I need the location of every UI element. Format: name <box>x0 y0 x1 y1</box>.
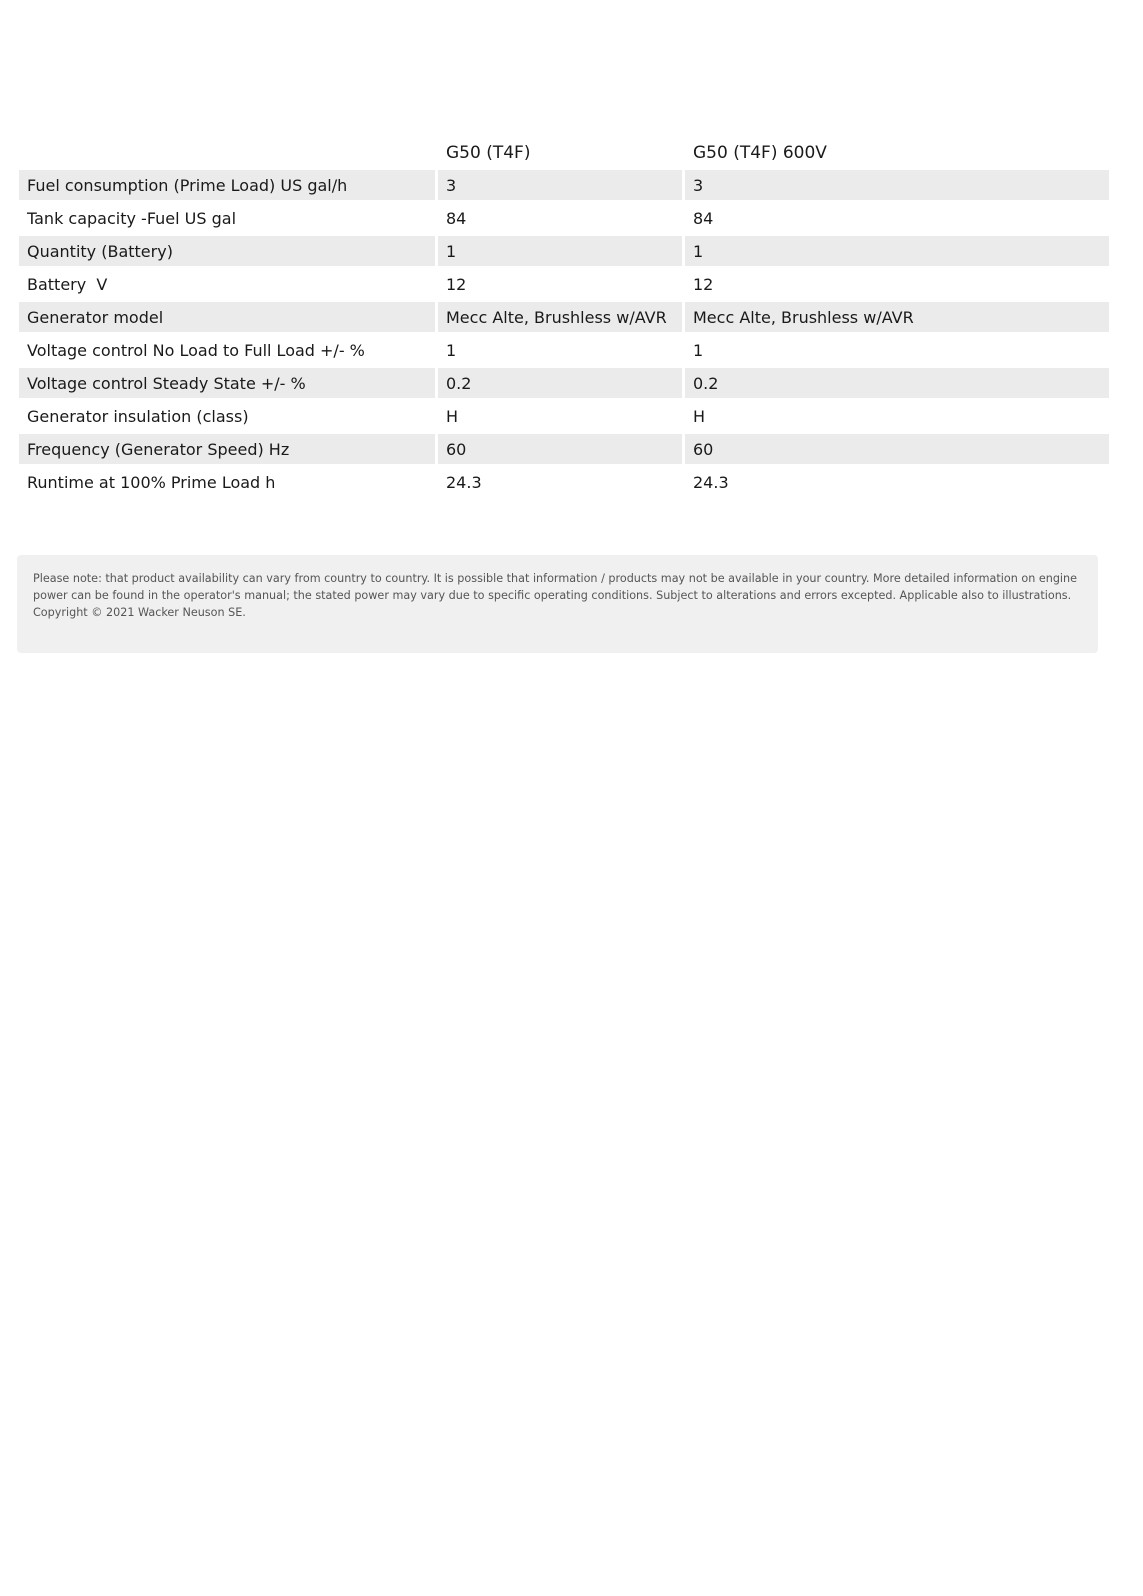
disclaimer-note <box>17 555 1098 653</box>
table-row <box>19 467 1109 497</box>
row-label: Tank capacity -Fuel US gal <box>27 208 237 228</box>
header-label-column <box>19 139 435 167</box>
row-label: Voltage control Steady State +/- % <box>19 368 435 398</box>
row-value-g50-t4f: 3 <box>438 170 682 200</box>
row-value-g50-t4f-600v: Mecc Alte, Brushless w/AVR <box>685 302 1109 332</box>
row-label: Runtime at 100% Prime Load h <box>27 472 276 492</box>
table-row <box>19 269 1109 299</box>
row-value-g50-t4f-600v: 84 <box>693 208 714 228</box>
table-row <box>19 236 1109 266</box>
table-row <box>19 434 1109 464</box>
row-value-g50-t4f-600v: 3 <box>685 170 1109 200</box>
row-value-g50-t4f: 1 <box>438 236 682 266</box>
row-value-g50-t4f-600v: 1 <box>693 340 704 360</box>
row-value-g50-t4f-600v: 60 <box>685 434 1109 464</box>
row-value-g50-t4f-600v: 24.3 <box>693 472 729 492</box>
table-row <box>19 368 1109 398</box>
row-label: Frequency (Generator Speed) Hz <box>19 434 435 464</box>
row-value-g50-t4f: 0.2 <box>438 368 682 398</box>
row-label: Battery V <box>27 274 108 294</box>
row-value-g50-t4f-600v: 0.2 <box>685 368 1109 398</box>
row-label: Generator insulation (class) <box>27 406 249 426</box>
table-row <box>19 170 1109 200</box>
table-row <box>19 302 1109 332</box>
row-value-g50-t4f: 12 <box>446 274 467 294</box>
row-value-g50-t4f: 1 <box>446 340 457 360</box>
copyright-text: Copyright © 2021 Wacker Neuson SE. <box>33 606 246 619</box>
row-value-g50-t4f: Mecc Alte, Brushless w/AVR <box>438 302 682 332</box>
row-label: Generator model <box>19 302 435 332</box>
table-row <box>19 401 1109 431</box>
disclaimer-text: Please note: that product availability can vary from country to country. It is possible that information / products may not be available in your country. More detailed information on engine power can be found in the operator's manual; the stated power may vary due to specific operating conditions. Subject to alterations and errors excepted. Applicable also to illustrations. <box>33 572 1078 602</box>
row-value-g50-t4f: 60 <box>438 434 682 464</box>
header-model-g50-t4f-600v: G50 (T4F) 600V <box>693 143 827 163</box>
row-value-g50-t4f-600v: 1 <box>685 236 1109 266</box>
row-value-g50-t4f: 24.3 <box>446 472 482 492</box>
row-value-g50-t4f-600v: H <box>693 406 706 426</box>
spec-table <box>16 136 1112 500</box>
row-value-g50-t4f: H <box>446 406 459 426</box>
row-label: Fuel consumption (Prime Load) US gal/h <box>19 170 435 200</box>
table-row <box>19 203 1109 233</box>
row-label: Voltage control No Load to Full Load +/- % <box>27 340 365 360</box>
header-model-g50-t4f: G50 (T4F) <box>446 143 531 163</box>
row-label: Quantity (Battery) <box>19 236 435 266</box>
row-value-g50-t4f: 84 <box>446 208 467 228</box>
table-row <box>19 335 1109 365</box>
row-value-g50-t4f-600v: 12 <box>693 274 714 294</box>
table-header-row <box>19 139 1109 167</box>
